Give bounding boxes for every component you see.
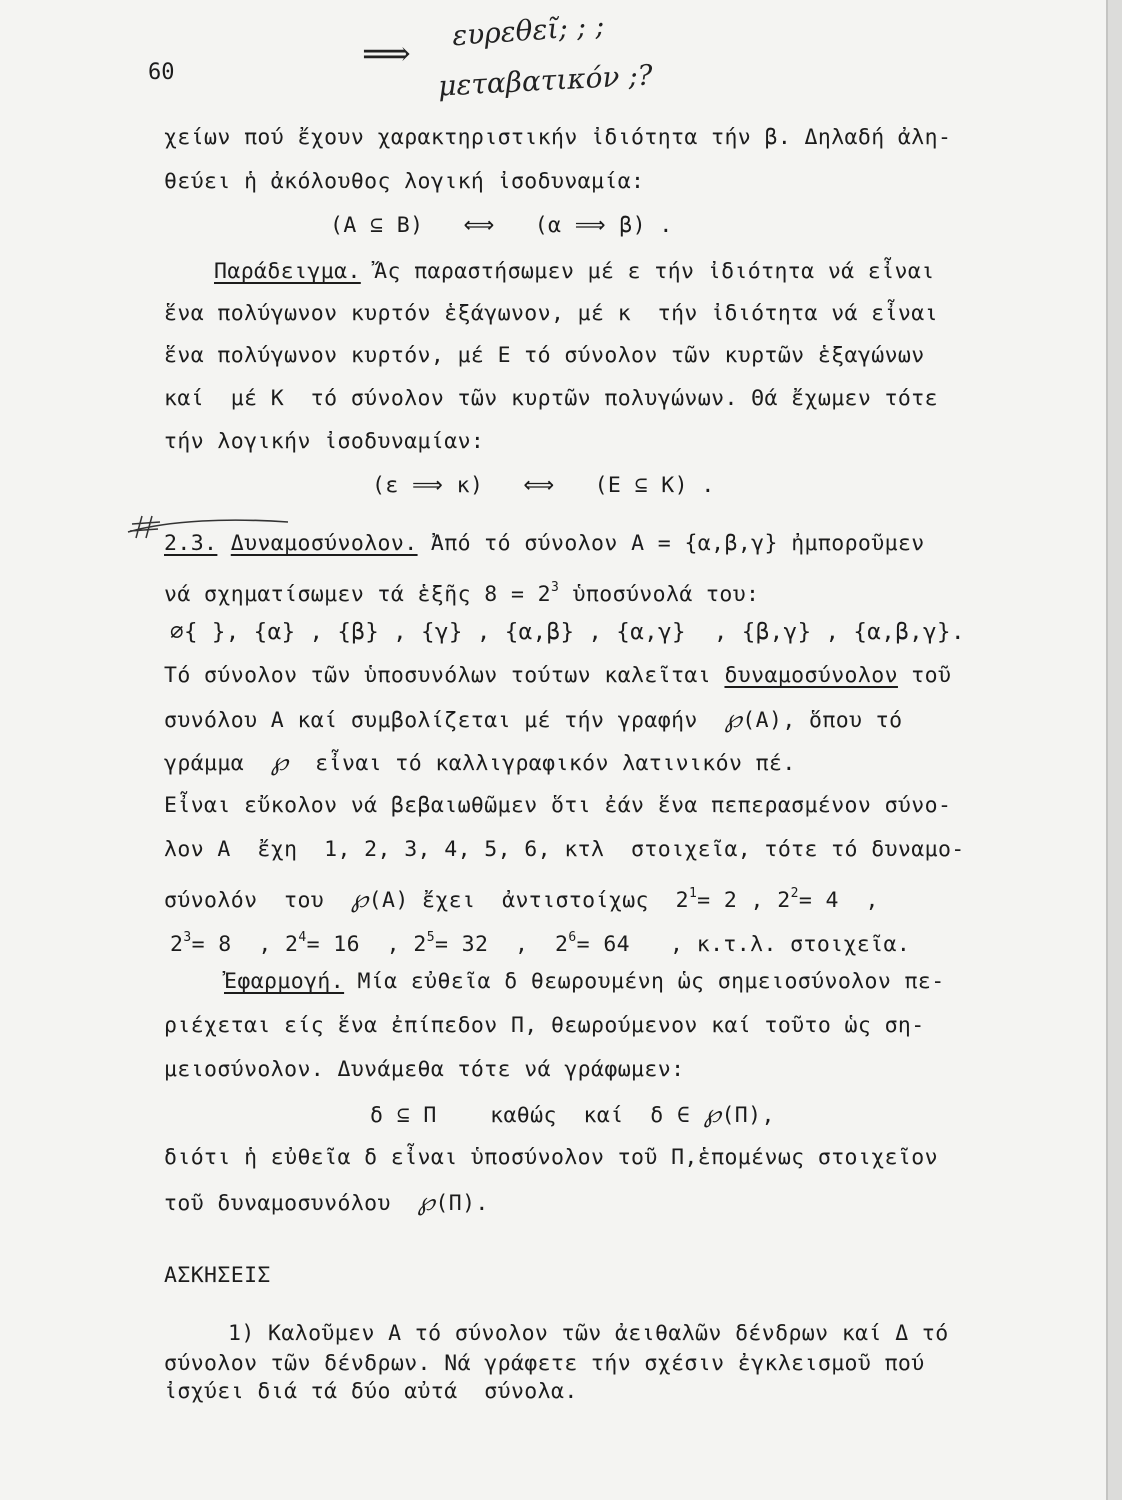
text-segment: τοῦ δυναμοσυνόλου <box>164 1191 418 1216</box>
text-segment: = 8 , 2 <box>191 932 299 957</box>
text-line: θεύει ἡ ἀκόλουθος λογική ἰσοδυναμία: <box>164 169 645 194</box>
text-segment: = 4 , <box>798 888 879 913</box>
text-segment: νά σχηματίσωμεν τά ἑξῆς 8 = 2 <box>164 582 551 607</box>
text-segment: ὑποσύνολά του: <box>559 582 760 607</box>
text-line: μειοσύνολον. Δυνάμεθα τότε νά γράφωμεν: <box>164 1057 685 1082</box>
application-title: Ἐφαρμογή. <box>224 969 345 994</box>
example-text: Ἄς παραστήσωμεν μέ ε τήν ἰδιότητα νά εἶναι <box>360 259 935 284</box>
text-line: ἕνα πολύγωνον κυρτόν ἑξάγωνον, μέ κ τήν ἰδιότητα νά εἶναι <box>164 301 938 326</box>
application-text: Μία εὐθεῖα δ θεωρουμένη ὡς σημειοσύνολον πε- <box>344 969 945 994</box>
script-p-symbol: ℘ <box>417 1187 436 1216</box>
subsets-list: ∅{ }, {α} , {β} , {γ} , {α,β} , {α,γ} , {β,γ} , {α,β,γ}. <box>170 619 965 645</box>
text-line: διότι ἡ εὐθεῖα δ εἶναι ὑποσύνολον τοῦ Π,ἑπομένως στοιχεῖον <box>164 1145 938 1170</box>
application-paragraph-first-line <box>224 968 945 996</box>
text-segment: δ ⊆ Π καθώς καί δ ∈ <box>370 1103 704 1128</box>
text-line <box>164 705 902 735</box>
text-line: χείων πού ἔχουν χαρακτηριστικήν ἰδιότητα τήν β. Δηλαδή ἀλη- <box>164 125 952 150</box>
exponent: 5 <box>426 930 435 945</box>
text-segment: τοῦ <box>897 663 952 688</box>
exponent: 2 <box>790 886 799 901</box>
exercise-line: σύνολον τῶν δένδρων. Νά γράφετε τήν σχέσιν ἐγκλεισμοῦ πού <box>164 1351 925 1376</box>
text-segment: γράμμα <box>164 751 271 776</box>
exponent: 3 <box>183 930 192 945</box>
defined-term: δυναμοσύνολον <box>724 663 898 688</box>
script-p-symbol: ℘ <box>724 704 743 733</box>
page-number: 60 <box>148 60 175 85</box>
example-title: Παράδειγμα. <box>214 259 361 284</box>
text-line <box>164 880 879 915</box>
text-line <box>164 662 951 690</box>
text-segment: σύνολόν του <box>164 888 351 913</box>
text-segment: εἶναι τό καλλιγραφικόν λατινικόν πέ. <box>288 751 796 776</box>
membership-formula <box>370 1100 775 1130</box>
section-heading-line <box>164 530 925 558</box>
text-line: τήν λογικήν ἰσοδυναμίαν: <box>164 429 485 454</box>
text-segment: (Π), <box>721 1103 775 1128</box>
exercise-line: ἰσχύει διά τά δύο αὐτά σύνολα. <box>164 1379 578 1404</box>
equivalence-formula: (A ⊆ B) ⟺ (α ⟹ β) . <box>330 213 673 238</box>
section-title: Δυναμοσύνολον. <box>230 531 418 556</box>
text-line <box>164 574 759 609</box>
text-line: λον Α ἔχη 1, 2, 3, 4, 5, 6, κτλ στοιχεῖα, τότε τό δυναμο- <box>164 837 965 862</box>
text-line: ἕνα πολύγωνον κυρτόν, μέ Ε τό σύνολον τῶν κυρτῶν ἑξαγώνων <box>164 343 925 368</box>
example-paragraph-first-line <box>214 258 935 286</box>
text-line: ριέχεται είς ἕνα ἐπίπεδον Π, θεωρούμενον καί τοῦτο ὡς ση- <box>164 1013 925 1038</box>
script-p-symbol: ℘ <box>270 747 289 776</box>
text-segment: = 64 , κ.τ.λ. στοιχεῖα. <box>576 932 911 957</box>
text-segment: = 2 , 2 <box>697 888 791 913</box>
text-line <box>164 748 796 778</box>
equivalence-formula: (ε ⟹ κ) ⟺ (Ε ⊆ Κ) . <box>372 473 715 498</box>
text-segment: = 16 , 2 <box>306 932 427 957</box>
script-p-symbol: ℘ <box>350 884 369 913</box>
text-segment: (Α) ἔχει ἀντιστοίχως 2 <box>368 888 689 913</box>
handwritten-note-line2: μεταβατικόν ;? <box>437 58 654 103</box>
exponent: 3 <box>550 580 560 595</box>
text-line <box>164 1188 489 1218</box>
script-p-symbol: ℘ <box>703 1099 722 1128</box>
text-segment: Τό σύνολον τῶν ὑποσυνόλων τούτων καλεῖται <box>164 663 725 688</box>
section-number: 2.3. <box>164 531 218 556</box>
text-segment: (Π). <box>435 1191 489 1216</box>
text-segment: = 32 , 2 <box>434 932 569 957</box>
exponent: 4 <box>298 930 307 945</box>
text-line: Εἶναι εὔκολον νά βεβαιωθῶμεν ὅτι ἐάν ἕνα πεπερασμένον σύνο- <box>164 793 952 818</box>
page-edge <box>1106 0 1122 1500</box>
powers-line <box>170 924 910 959</box>
handwritten-arrow: ⟹ <box>362 34 411 74</box>
exercises-heading: ΑΣΚΗΣΕΙΣ <box>164 1263 271 1288</box>
exponent: 1 <box>688 886 698 901</box>
text-line: καί μέ Κ τό σύνολον τῶν κυρτῶν πολυγώνων. Θά ἔχωμεν τότε <box>164 386 938 411</box>
exponent: 6 <box>568 930 577 945</box>
section-text: Ἀπό τό σύνολον Α = {α,β,γ} ἠμποροῦμεν <box>417 531 925 556</box>
exercise-line: 1) Καλοῦμεν Α τό σύνολον τῶν ἀειθαλῶν δένδρων καί Δ τό <box>228 1321 949 1346</box>
text-segment: συνόλου Α καί συμβολίζεται μέ τήν γραφήν <box>164 708 725 733</box>
text-segment: (Α), ὅπου τό <box>742 708 903 733</box>
handwritten-note-line1: ευρεθεῖ; ; ; <box>451 8 606 53</box>
text-segment: 2 <box>170 932 184 957</box>
